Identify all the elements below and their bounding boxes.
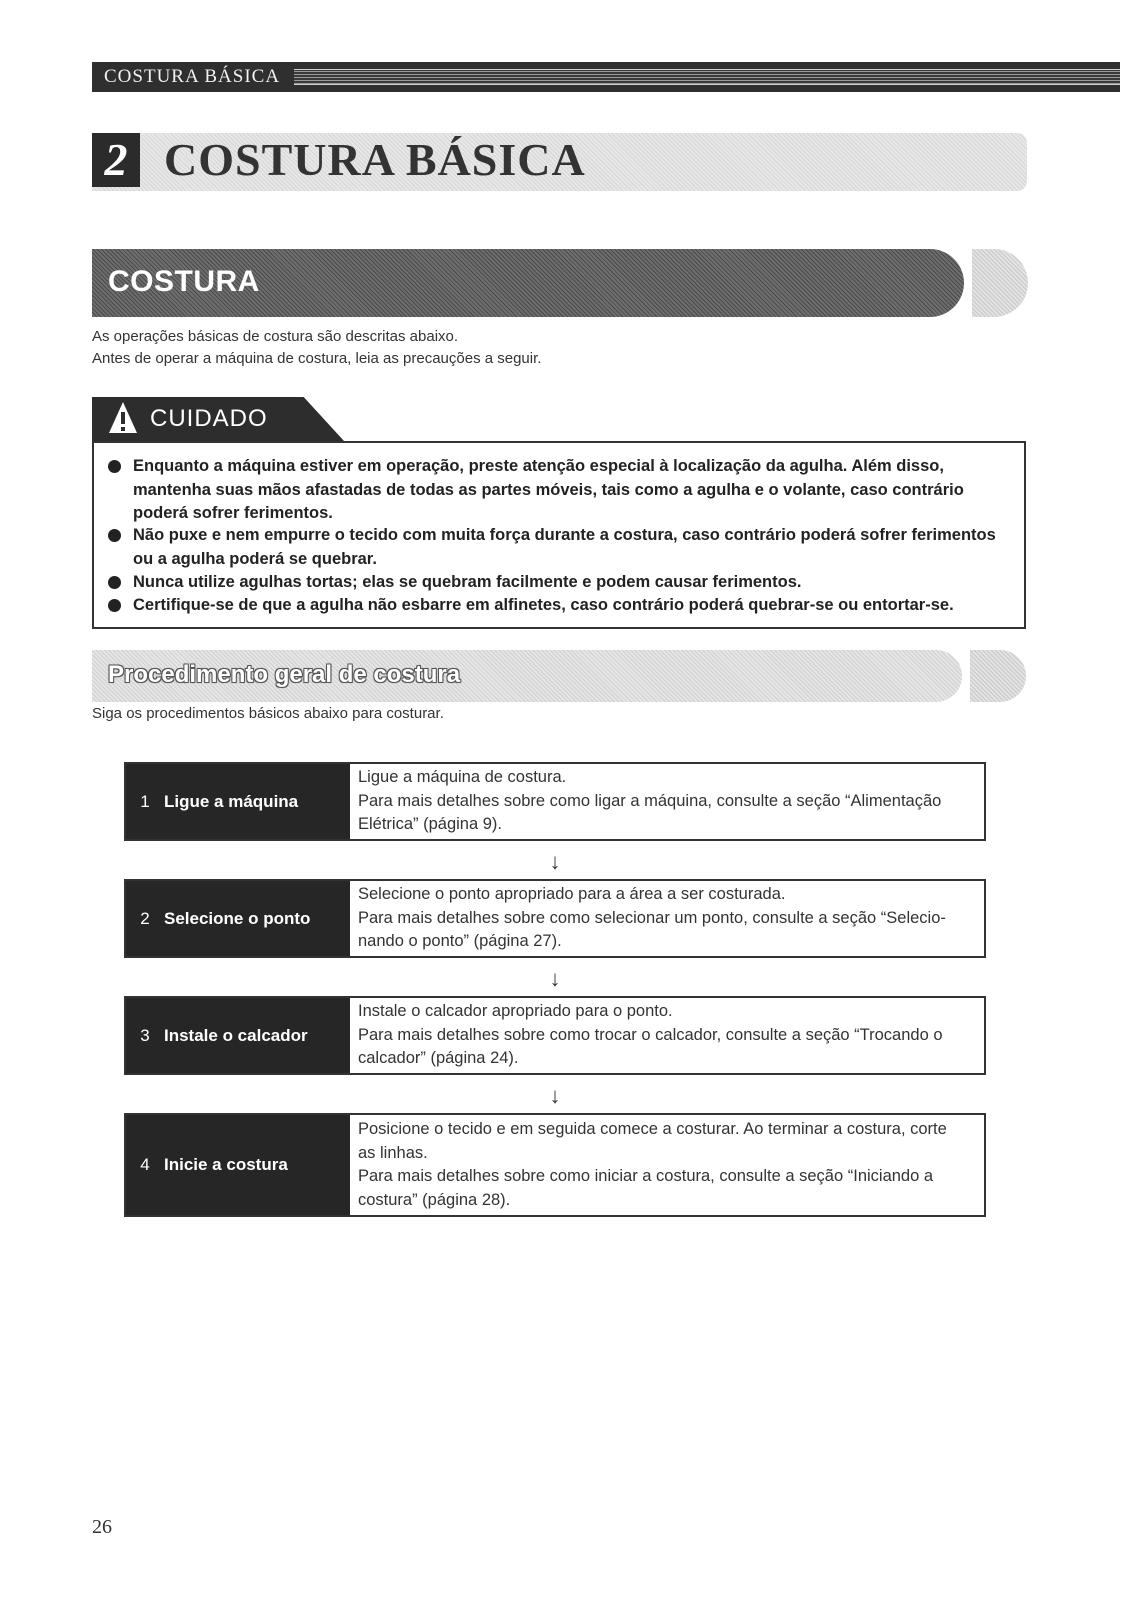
step-number: 4 (140, 1155, 150, 1174)
subsection-banner-cap (970, 650, 1026, 702)
subsection-title: Procedimento geral de costura (108, 661, 461, 688)
down-arrow-icon: ↓ (549, 849, 561, 874)
caution-item (108, 524, 1008, 571)
page-number: 26 (92, 1516, 112, 1538)
down-arrow-icon: ↓ (549, 966, 561, 991)
bullet-icon (108, 576, 121, 589)
step-text-line: as linhas. (358, 1143, 428, 1162)
step-title: Ligue a máquina (164, 791, 299, 811)
step-title: Inicie a costura (164, 1155, 288, 1174)
step-description (350, 1115, 984, 1215)
step-text-line: Para mais detalhes sobre como iniciar a costura, consulte a seção “Iniciando a (358, 1167, 934, 1185)
step-text-line: Selecione o ponto apropriado para a área a ser costurada. (358, 885, 786, 904)
step-text-line: Para mais detalhes sobre como selecionar um ponto, consulte a seção “Selecio- (358, 908, 946, 927)
step-label (126, 998, 350, 1073)
running-header-rule (294, 69, 1120, 85)
step-description (350, 764, 984, 839)
step-text-line: Ligue a máquina de costura. (358, 768, 567, 787)
step-text-line: Elétrica” (página 9). (358, 815, 502, 834)
step-label (126, 764, 350, 839)
down-arrow-icon: ↓ (549, 1083, 561, 1108)
step-number: 3 (140, 1025, 150, 1045)
step-description (350, 998, 984, 1073)
bullet-icon (108, 529, 121, 542)
step-1 (124, 762, 986, 841)
step-label (126, 881, 350, 956)
step-4 (124, 1113, 986, 1217)
step-text-line: Para mais detalhes sobre como trocar o calcador, consulte a seção “Trocando o (358, 1025, 943, 1044)
step-description (350, 881, 984, 956)
caution-item-text: Não puxe e nem empurre o tecido com muita força durante a costura, caso contrário poderá sofrer ferimentos ou a agulha poderá se quebrar. (133, 526, 996, 568)
step-title: Selecione o ponto (164, 908, 311, 928)
chapter-title: COSTURA BÁSICA (164, 134, 586, 185)
step-text-line: Posicione o tecido e em seguida comece a costurar. Ao terminar a costura, corte (358, 1120, 947, 1138)
caution-item (108, 455, 1008, 526)
step-text-line: nando o ponto” (página 27). (358, 932, 562, 951)
warning-icon (108, 401, 138, 435)
caution-title: CUIDADO (150, 405, 268, 432)
caution-item-text: Certifique-se de que a agulha não esbarre em alfinetes, caso contrário poderá quebrar-se ou entortar-se. (133, 596, 954, 614)
section-title: COSTURA (108, 265, 260, 298)
section-intro-line: Antes de operar a máquina de costura, leia as precauções a seguir. (92, 350, 542, 367)
caution-item-text: Enquanto a máquina estiver em operação, preste atenção especial à localização da agulha. Além disso, mantenha suas mãos afastadas de todas as partes móveis, tais como a agulha e o volante, caso contrário poderá sofrer ferimentos. (133, 457, 964, 522)
step-number: 2 (140, 908, 150, 928)
step-2 (124, 879, 986, 958)
section-banner-cap (972, 249, 1028, 317)
step-title: Instale o calcador (164, 1025, 308, 1045)
step-number: 1 (140, 791, 150, 811)
running-header (92, 62, 1120, 92)
running-header-label: COSTURA BÁSICA (104, 66, 281, 87)
step-label (126, 1115, 350, 1215)
step-text-line: costura” (página 28). (358, 1190, 511, 1209)
step-3 (124, 996, 986, 1075)
bullet-icon (108, 460, 121, 473)
caution-item-text: Nunca utilize agulhas tortas; elas se quebram facilmente e podem causar ferimentos. (133, 573, 802, 591)
step-text-line: Instale o calcador apropriado para o ponto. (358, 1002, 673, 1021)
step-text-line: Para mais detalhes sobre como ligar a máquina, consulte a seção “Alimentação (358, 791, 942, 810)
caution-item (108, 571, 1008, 595)
step-text-line: calcador” (página 24). (358, 1049, 519, 1068)
section-intro-line: As operações básicas de costura são descritas abaixo. (92, 328, 459, 345)
procedure-intro: Siga os procedimentos básicos abaixo para costurar. (92, 705, 444, 722)
bullet-icon (108, 599, 121, 612)
chapter-number: 2 (92, 133, 140, 187)
caution-item (108, 594, 1008, 618)
